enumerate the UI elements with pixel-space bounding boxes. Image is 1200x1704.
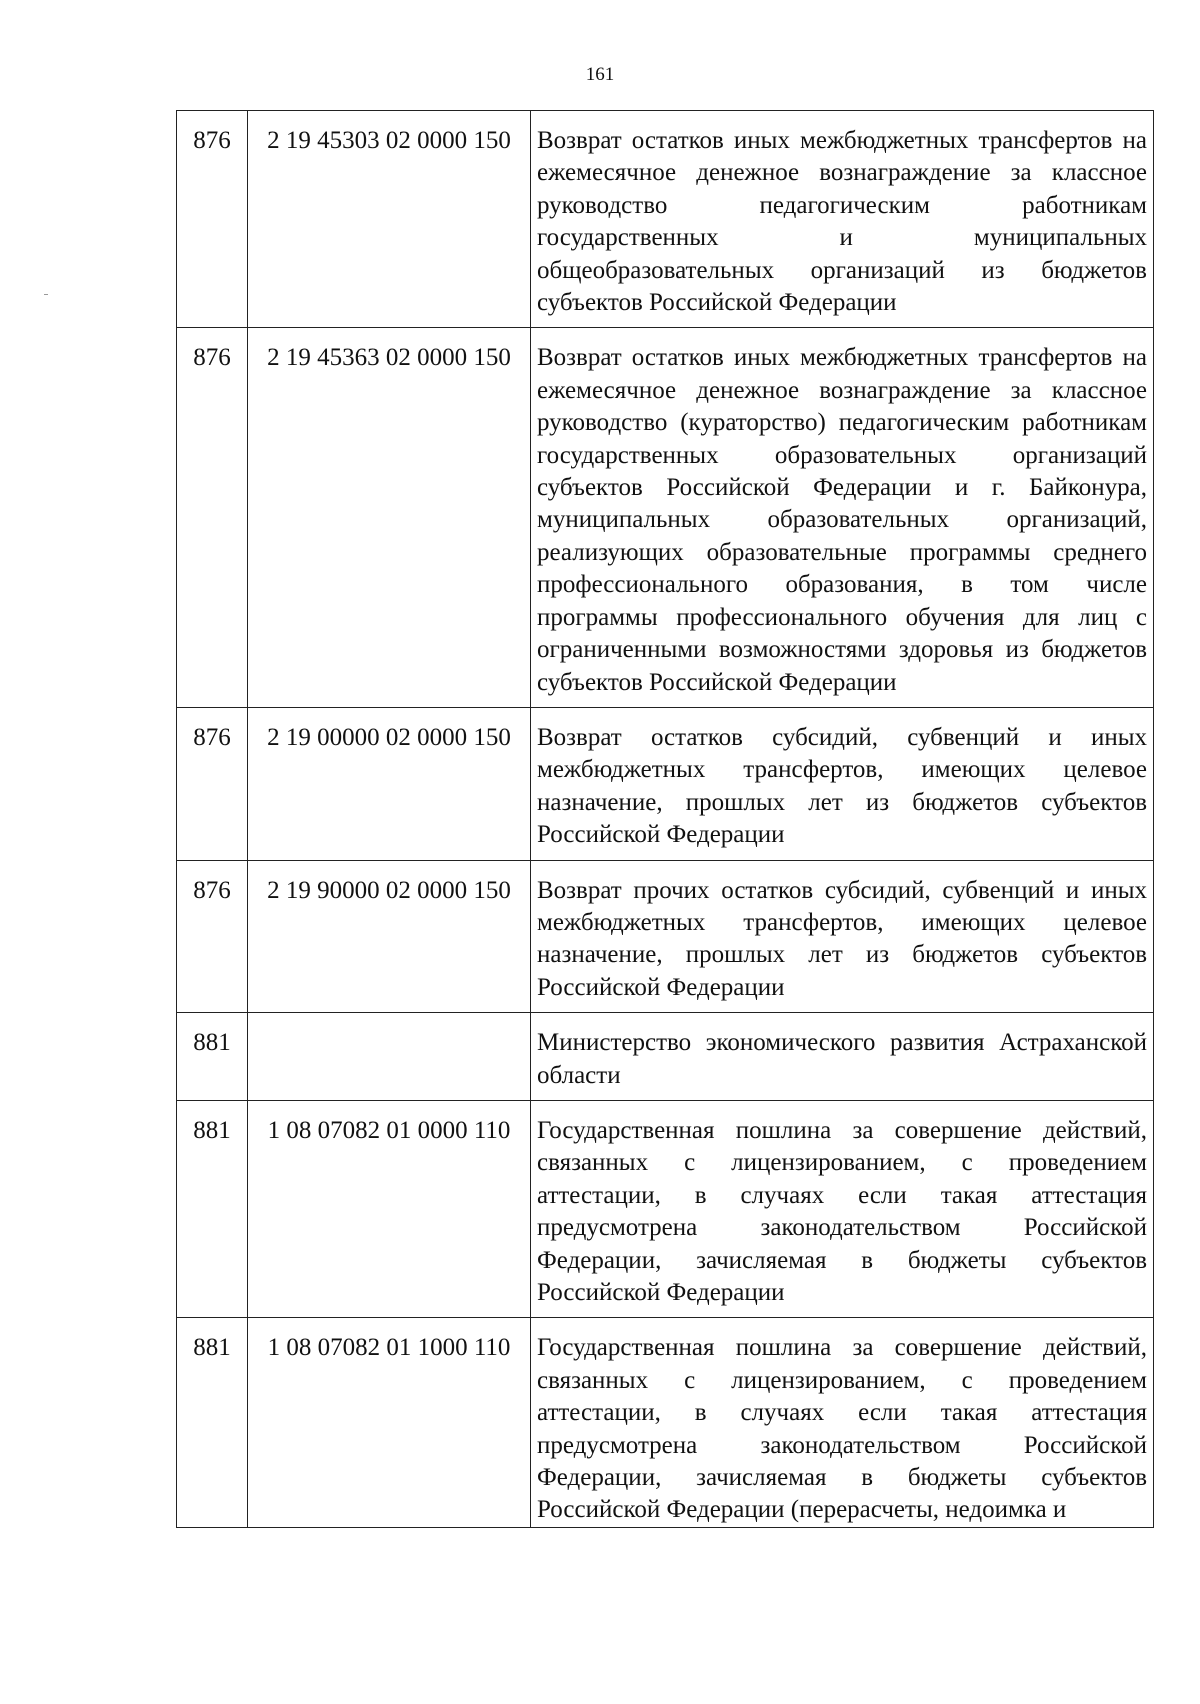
admin-code-cell: 876 xyxy=(177,111,248,328)
revenue-name-cell: Государственная пошлина за совершение действий, связанных с лицензированием, с проведением аттестации, в случаях если такая аттестация предусмотрена законодательством Российской Федерации, зачисляемая в бюджеты субъектов Российской Федерации (перерасчеты, недоимка и xyxy=(531,1318,1154,1527)
admin-code-cell: 881 xyxy=(177,1013,248,1101)
budget-codes-table xyxy=(176,110,1154,1528)
revenue-name-cell: Возврат остатков иных межбюджетных трансфертов на ежемесячное денежное вознаграждение за классное руководство педагогическим работникам государственных и муниципальных общеобразовательных организаций из бюджетов субъектов Российской Федерации xyxy=(531,111,1154,328)
admin-code-cell: 881 xyxy=(177,1100,248,1317)
administrator-name-cell: Министерство экономического развития Астраханской области xyxy=(531,1013,1154,1101)
table-row xyxy=(177,707,1154,860)
table-row xyxy=(177,111,1154,328)
revenue-name-cell: Возврат остатков иных межбюджетных трансфертов на ежемесячное денежное вознаграждение за классное руководство (кураторство) педагогическим работникам государственных образовательных организаций субъектов Российской Федерации и г. Байконура, муниципальных образовательных организаций, реализующих образовательные программы среднего профессионального образования, в том числе программы профессионального обучения для лиц с ограниченными возможностями здоровья из бюджетов субъектов Российской Федерации xyxy=(531,328,1154,707)
table-row xyxy=(177,860,1154,1013)
revenue-name-cell: Возврат прочих остатков субсидий, субвенций и иных межбюджетных трансфертов, имеющих целевое назначение, прошлых лет из бюджетов субъектов Российской Федерации xyxy=(531,860,1154,1013)
admin-code-cell: 876 xyxy=(177,707,248,860)
revenue-code-cell: 2 19 45303 02 0000 150 xyxy=(248,111,531,328)
revenue-name-cell: Государственная пошлина за совершение действий, связанных с лицензированием, с проведением аттестации, в случаях если такая аттестация предусмотрена законодательством Российской Федерации, зачисляемая в бюджеты субъектов Российской Федерации xyxy=(531,1100,1154,1317)
revenue-name-cell: Возврат остатков субсидий, субвенций и иных межбюджетных трансфертов, имеющих целевое назначение, прошлых лет из бюджетов субъектов Российской Федерации xyxy=(531,707,1154,860)
table-row xyxy=(177,1100,1154,1317)
scan-artifact xyxy=(44,294,48,295)
admin-code-cell: 876 xyxy=(177,328,248,707)
admin-code-cell: 876 xyxy=(177,860,248,1013)
revenue-code-cell: 2 19 00000 02 0000 150 xyxy=(248,707,531,860)
revenue-code-cell: 1 08 07082 01 1000 110 xyxy=(248,1318,531,1527)
table-row xyxy=(177,328,1154,707)
revenue-code-cell xyxy=(248,1013,531,1101)
admin-code-cell: 881 xyxy=(177,1318,248,1527)
table-row xyxy=(177,1013,1154,1101)
revenue-code-cell: 2 19 90000 02 0000 150 xyxy=(248,860,531,1013)
revenue-code-cell: 2 19 45363 02 0000 150 xyxy=(248,328,531,707)
table-row xyxy=(177,1318,1154,1527)
revenue-code-cell: 1 08 07082 01 0000 110 xyxy=(248,1100,531,1317)
page-number: 161 xyxy=(585,64,615,85)
